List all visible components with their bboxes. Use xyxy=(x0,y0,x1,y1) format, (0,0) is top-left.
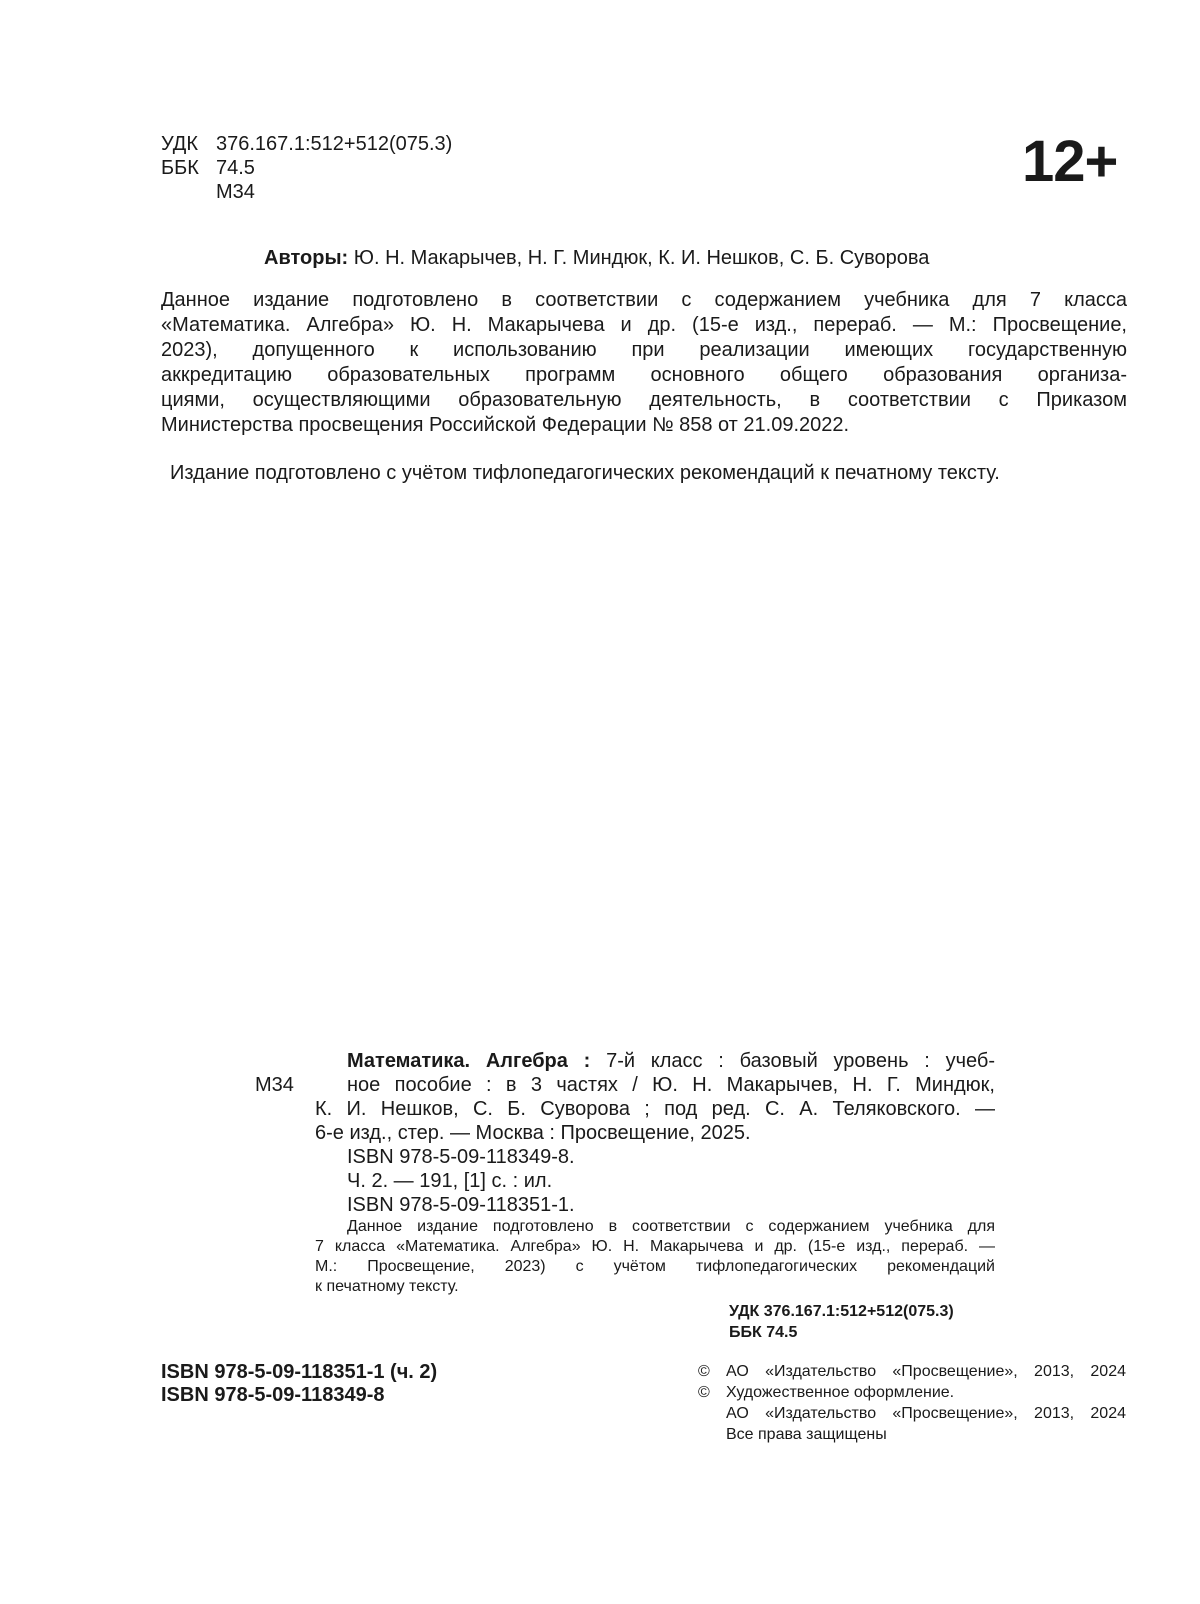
tiflo-note-text: Издание подготовлено с учётом тифлопедагогических рекомендаций к печатному тексту. xyxy=(170,462,1000,484)
catalog-note-line: 7 класса «Математика. Алгебра» Ю. Н. Макарычева и др. (15-е изд., перераб. — xyxy=(315,1238,995,1255)
tiflo-note xyxy=(170,461,1000,486)
description-line: «Математика. Алгебра» Ю. Н. Макарычева и др. (15-е изд., перераб. — М.: Просвещение, xyxy=(161,314,1127,336)
catalog-note-line: М.: Просвещение, 2023) с учётом тифлопедагогических рекомендаций xyxy=(315,1258,995,1275)
catalog-title-rest: 7-й класс : базовый уровень : учеб- xyxy=(590,1050,995,1072)
author-mark-row xyxy=(161,180,452,204)
copyright-icon: © xyxy=(698,1363,710,1380)
description-paragraph xyxy=(161,288,1127,438)
description-line: циями, осуществляющими образовательную деятельность, в соответствии с Приказом xyxy=(161,389,1127,411)
copyright-line: АО «Издательство «Просвещение», 2013, 2024 xyxy=(726,1363,1126,1380)
isbn-block xyxy=(161,1361,437,1407)
catalog-line: 6-е изд., стер. — Москва : Просвещение, 2025. xyxy=(315,1122,751,1144)
catalog-line: К. И. Нешков, С. Б. Суворова ; под ред. С. А. Теляковского. — xyxy=(315,1098,995,1120)
bbk-label: ББК xyxy=(161,157,199,179)
udk-value: 376.167.1:512+512(075.3) xyxy=(216,133,453,155)
catalog-bbk: ББК 74.5 xyxy=(729,1324,798,1341)
catalog-udk: УДК 376.167.1:512+512(075.3) xyxy=(729,1303,954,1320)
catalog-card xyxy=(255,1049,995,1343)
age-rating: 12+ xyxy=(1022,129,1118,194)
classification-block xyxy=(161,132,452,204)
bbk-row xyxy=(161,156,452,180)
copyright-block xyxy=(698,1361,1126,1445)
isbn-line: ISBN 978-5-09-118349-8 xyxy=(161,1384,385,1406)
copyright-line: Все права защищены xyxy=(726,1426,887,1443)
description-line: Данное издание подготовлено в соответствии с содержанием учебника для 7 класса xyxy=(161,289,1127,311)
catalog-title: Математика. Алгебра : xyxy=(347,1050,591,1072)
catalog-note-line: Данное издание подготовлено в соответствии с содержанием учебника для xyxy=(347,1218,995,1235)
bbk-value: 74.5 xyxy=(216,157,255,179)
udk-label: УДК xyxy=(161,133,199,155)
catalog-isbn-part: ISBN 978-5-09-118351-1. xyxy=(347,1194,575,1216)
copyright-line: АО «Издательство «Просвещение», 2013, 2024 xyxy=(726,1405,1126,1422)
description-line: 2023), допущенного к использованию при реализации имеющих государственную xyxy=(161,339,1127,361)
copyright-icon: © xyxy=(698,1384,710,1401)
description-line: аккредитацию образовательных программ основного общего образования организа- xyxy=(161,364,1127,386)
authors-label: Авторы: xyxy=(264,247,349,269)
description-line: Министерства просвещения Российской Федерации № 858 от 21.09.2022. xyxy=(161,414,850,436)
catalog-code: М34 xyxy=(255,1074,294,1096)
isbn-line: ISBN 978-5-09-118351-1 (ч. 2) xyxy=(161,1361,438,1383)
catalog-part: Ч. 2. — 191, [1] с. : ил. xyxy=(347,1170,553,1192)
copyright-line: Художественное оформление. xyxy=(726,1384,955,1401)
authors-names: Ю. Н. Макарычев, Н. Г. Миндюк, К. И. Нешков, С. Б. Суворова xyxy=(353,247,930,269)
udk-row xyxy=(161,132,452,156)
author-mark: М34 xyxy=(216,181,255,203)
authors-line xyxy=(264,246,929,270)
catalog-line: ное пособие : в 3 частях / Ю. Н. Макарычев, Н. Г. Миндюк, xyxy=(347,1074,995,1096)
catalog-isbn-set: ISBN 978-5-09-118349-8. xyxy=(347,1146,575,1168)
catalog-note-line: к печатному тексту. xyxy=(315,1278,459,1295)
